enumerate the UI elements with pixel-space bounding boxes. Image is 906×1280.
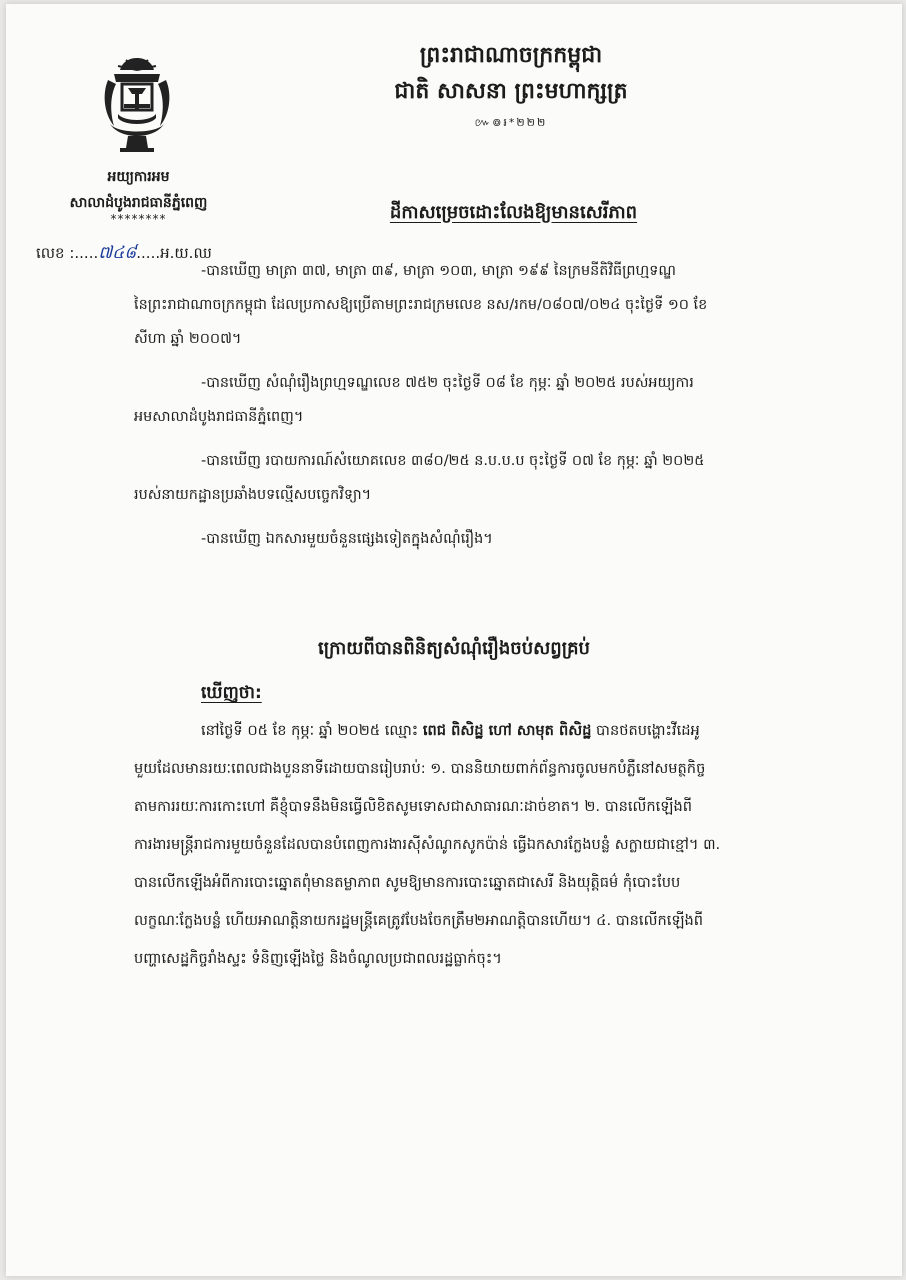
divider-stars: ******** [110,212,167,226]
consideration-line: -បានឃើញ មាត្រា ៣៧, មាត្រា ៣៩, មាត្រា ១០៣, មាត្រា ១៩៩ នៃក្រមនីតិវិធីព្រហ្មទណ្ឌ [201,263,676,279]
ref-number: ៧៤៨ [98,243,137,263]
person-name: ពេជ ពិសិដ្ឋ [422,722,484,739]
court-emblem-icon [98,54,176,154]
header-ornament: ៚៙៛*២២២ [474,116,548,129]
consideration-line: -បានឃើញ ឯកសារមួយចំនួនផ្សេងទៀតក្នុងសំណុំរឿង។ [201,531,493,547]
consideration-line: -បានឃើញ សំណុំរឿងព្រហ្មទណ្ឌលេខ ៧៥២ ចុះថ្ងៃទី ០៨ ខែ កុម្ភៈ ឆ្នាំ ២០២៥ របស់អយ្យការ [201,375,694,391]
ref-suffix: .....អ.យ.ឈ [136,244,212,262]
body-line: បានលើកឡើងអំពីការបោះឆ្នោតពុំមានតម្លាភាព សូមឱ្យមានការបោះឆ្នោតជាសេរី និងយុត្តិធម៌ កុំបោះបែប [134,874,681,891]
kingdom-name: ព្រះរាជាណាចក្រកម្ពុជា [419,43,603,68]
document-title: ដីកាសម្រេចដោះលែងឱ្យមានសេរីភាព [389,202,638,223]
body-intro: នៅថ្ងៃទី ០៥ ខែ កុម្ភៈ ឆ្នាំ ២០២៥ ឈ្មោះ [201,722,423,739]
document-page [6,4,902,1276]
alias-word: ហៅ [483,722,517,739]
national-motto: ជាតិ សាសនា ព្រះមហាក្សត្រ [394,79,628,104]
court-name: សាលាដំបូងរាជធានីភ្នំពេញ [69,195,208,211]
consideration-line: សីហា ឆ្នាំ ២០០៧។ [134,331,242,347]
consideration-line: នៃព្រះរាជាណាចក្រកម្ពុជា ដែលប្រកាសឱ្យប្រើតាមព្រះរាជក្រមលេខ នស/រកម/០៨០៧/០២៤ ចុះថ្ងៃទី ១០ ខែ [134,297,708,313]
section-subheading: ក្រោយពីបានពិនិត្យសំណុំរឿងចប់សព្វគ្រប់ [318,638,590,659]
consideration-line: -បានឃើញ របាយការណ៍សំយោគលេខ ៣៨០/២៥ ន.ប.ប.ប ចុះថ្ងៃទី ០៧ ខែ កុម្ភៈ ឆ្នាំ ២០២៥ [201,453,705,469]
body-line: ការងារមន្ត្រីរាជការមួយចំនួនដែលបានបំពេញការងារស៊ីសំណូកសូកប៉ាន់ ធ្វើឯកសារក្លែងបន្លំ សក្លាយជាខ្មៅ។ ៣. [134,836,721,853]
body-intro-rest: បានថតបង្ហោះវីដេអូ [591,722,700,739]
reference-number [36,242,212,267]
body-line: មួយដែលមានរយៈពេលជាងបួននាទីដោយបានរៀបរាប់: ១. បាននិយាយពាក់ព័ន្ធការចូលមកបំភ្លឺនៅសមត្ថកិច្ច [134,760,706,777]
body-line: តាមការរយៈការកោះហៅ គឺខ្ញុំបាទនឹងមិនធ្វើលិខិតសូមទោសជាសាធារណៈដាច់ខាត។ ២. បានលើកឡើងពី [134,798,692,815]
consideration-line: របស់នាយកដ្ឋានប្រឆាំងបទល្មើសបច្ចេកវិទ្យា។ [134,487,372,503]
body-line: លក្ខណៈក្លែងបន្លំ ហើយអាណត្តិនាយករដ្ឋមន្ត្រីគេត្រូវបែងចែកត្រឹម២អាណត្តិបានហើយ។ ៤. បានលើកឡើងពី [134,912,704,929]
findings-heading: ឃើញថា: [201,683,262,703]
body-line: បញ្ហាសេដ្ឋកិច្ចរាំងស្ទះ ទំនិញឡើងថ្លៃ និងចំណូលប្រជាពលរដ្ឋធ្លាក់ចុះ។ [134,950,502,967]
office-name: អយ្យការអម [107,169,170,185]
consideration-line: អមសាលាដំបូងរាជធានីភ្នំពេញ។ [134,409,304,425]
kingdom-header [346,38,676,110]
issuing-office [66,164,211,216]
ref-prefix: លេខ :..... [36,244,99,262]
person-alias-name: សាមុត ពិសិដ្ឋ [516,722,592,739]
body-first-line [201,722,700,743]
